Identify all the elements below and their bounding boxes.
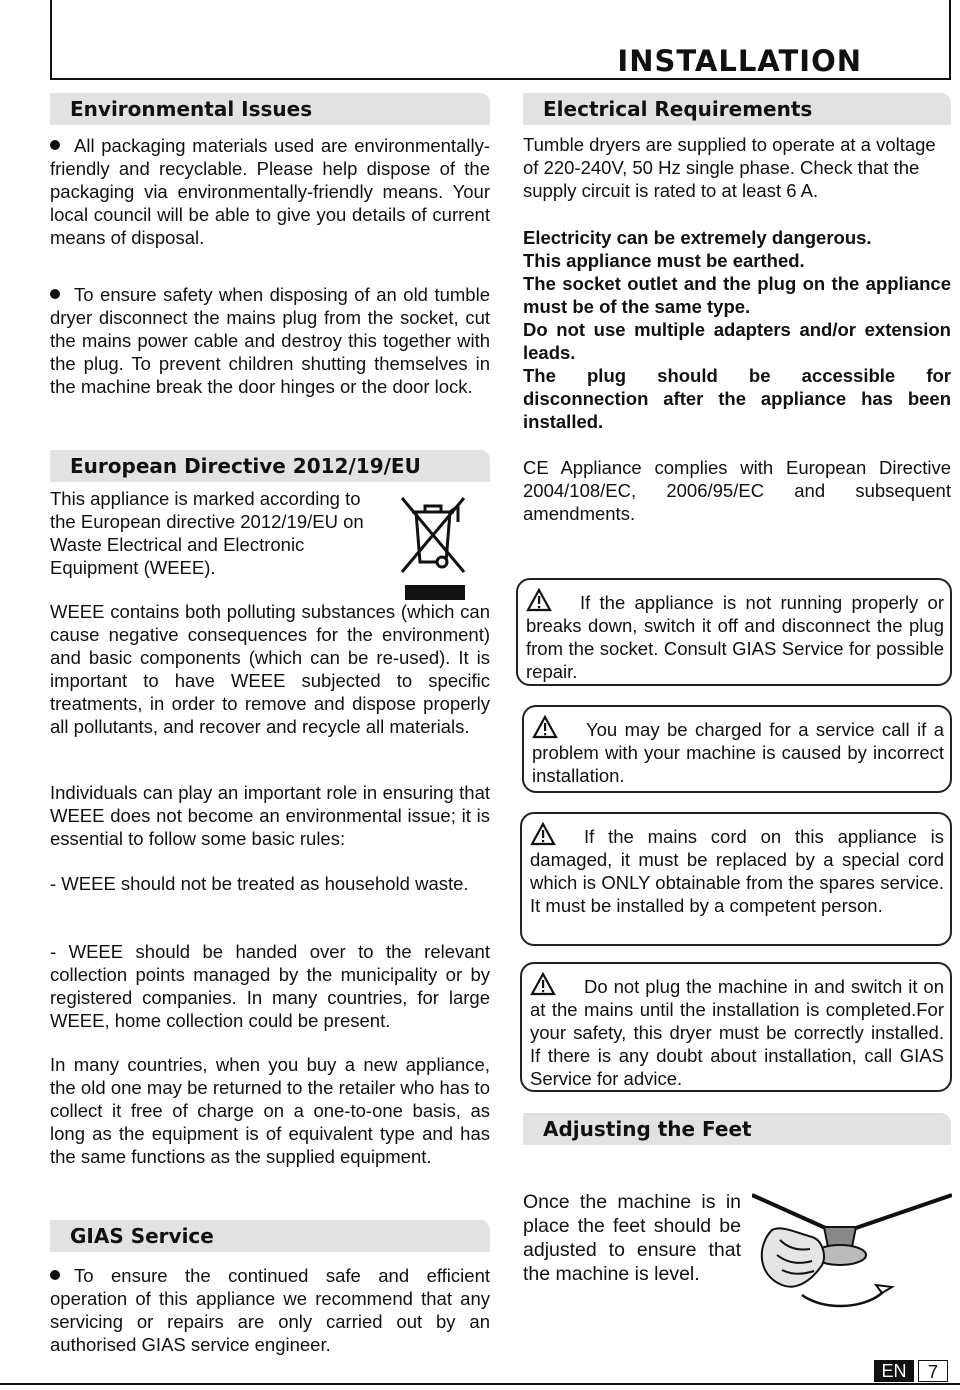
elec-warning-1: Electricity can be extremely dangerous.: [523, 227, 872, 248]
bullet-icon: [50, 289, 60, 299]
eu-paragraph-6: In many countries, when you buy a new appliance, the old one may be returned to the retailer who has to collect it free of charge on a one-to-one basis, as long as the equipment is of equivalent type and has the same functions as the supplied equipment.: [50, 1054, 490, 1167]
bullet-icon: [50, 140, 60, 150]
language-badge: EN: [874, 1360, 914, 1382]
warning-box-1: If the appliance is not running properly or breaks down, switch it off and disconnect the plug from the socket. Consult GIAS Service for possible repair.: [516, 578, 952, 686]
electrical-req-header: Electrical Requirements: [523, 93, 951, 125]
gias-service-header: GIAS Service: [50, 1220, 490, 1252]
gias-item-1: To ensure the continued safe and efficient operation of this appliance we recommend that any servicing or repairs are only carried out by an authorised GIAS service engineer.: [50, 1265, 490, 1355]
warning-box-3: If the mains cord on this appliance is damaged, it must be replaced by a special cord which is ONLY obtainable from the spares service. It must be installed by a competent person.: [520, 812, 952, 946]
weee-bin-icon: [398, 492, 468, 576]
elec-warning-4: Do not use multiple adapters and/or extension leads.: [523, 319, 951, 363]
elec-warning-3: The socket outlet and the plug on the appliance must be of the same type.: [523, 273, 951, 317]
eu-intro-text: This appliance is marked according to the European directive 2012/19/EU on Waste Electrical and Electronic Equipment (WEEE).: [50, 488, 364, 578]
feet-text: Once the machine is in place the feet should be adjusted to ensure that the machine is level.: [523, 1191, 741, 1285]
footer-rule: [0, 1383, 960, 1385]
eu-directive-header: European Directive 2012/19/EU: [50, 450, 490, 482]
adjusting-foot-illustration: [752, 1185, 952, 1335]
weee-bar: [405, 585, 465, 600]
warning-triangle-icon: [532, 715, 558, 739]
eu-paragraph-4: - WEEE should not be treated as household waste.: [50, 873, 469, 894]
env-item-2: To ensure safety when disposing of an old tumble dryer disconnect the mains plug from the socket, cut the mains power cable and destroy this together with the plug. To prevent children shutting themselves in the machine break the door hinges or the door lock.: [50, 284, 490, 397]
eu-paragraph-3: Individuals can play an important role in ensuring that WEEE does not become an environmental issue; it is essential to follow some basic rules:: [50, 782, 490, 849]
section-title: INSTALLATION: [617, 44, 862, 78]
warning-box-2: You may be charged for a service call if a problem with your machine is caused by incorrect installation.: [522, 705, 952, 793]
warning-box-4: Do not plug the machine in and switch it on at the mains until the installation is completed.For your safety, this dryer must be correctly installed. If there is any doubt about installation, call GIAS Service for advice.: [520, 962, 952, 1092]
elec-warning-2: This appliance must be earthed.: [523, 250, 805, 271]
bullet-icon: [50, 1270, 60, 1280]
ce-compliance-text: CE Appliance complies with European Directive 2004/108/EC, 2006/95/EC and subsequent amendments.: [523, 457, 951, 524]
eu-paragraph-2: WEEE contains both polluting substances (which can cause negative consequences for the environment) and basic components (which can be re-used). It is important to have WEEE subjected to specific treatments, in order to remove and dispose properly all pollutants, and recover and recycle all materials.: [50, 601, 490, 737]
elec-intro: Tumble dryers are supplied to operate at a voltage of 220-240V, 50 Hz single phase. Check that the supply circuit is rated to at least 6 A.: [523, 134, 936, 201]
elec-warning-5: The plug should be accessible for disconnection after the appliance has been installed.: [523, 365, 951, 432]
env-issues-header: Environmental Issues: [50, 93, 490, 125]
page-number: 7: [918, 1360, 948, 1382]
warning-triangle-icon: [530, 822, 556, 846]
env-item-1: All packaging materials used are environmentally-friendly and recyclable. Please help dispose of the packaging via environmentally-friendly means. Your local council will be able to give you details of current means of disposal.: [50, 135, 490, 248]
warning-triangle-icon: [526, 588, 552, 612]
warning-triangle-icon: [530, 972, 556, 996]
adjusting-feet-header: Adjusting the Feet: [523, 1113, 951, 1145]
eu-paragraph-5: - WEEE should be handed over to the relevant collection points managed by the municipality or by registered companies. In many countries, for large WEEE, home collection could be present.: [50, 941, 490, 1031]
